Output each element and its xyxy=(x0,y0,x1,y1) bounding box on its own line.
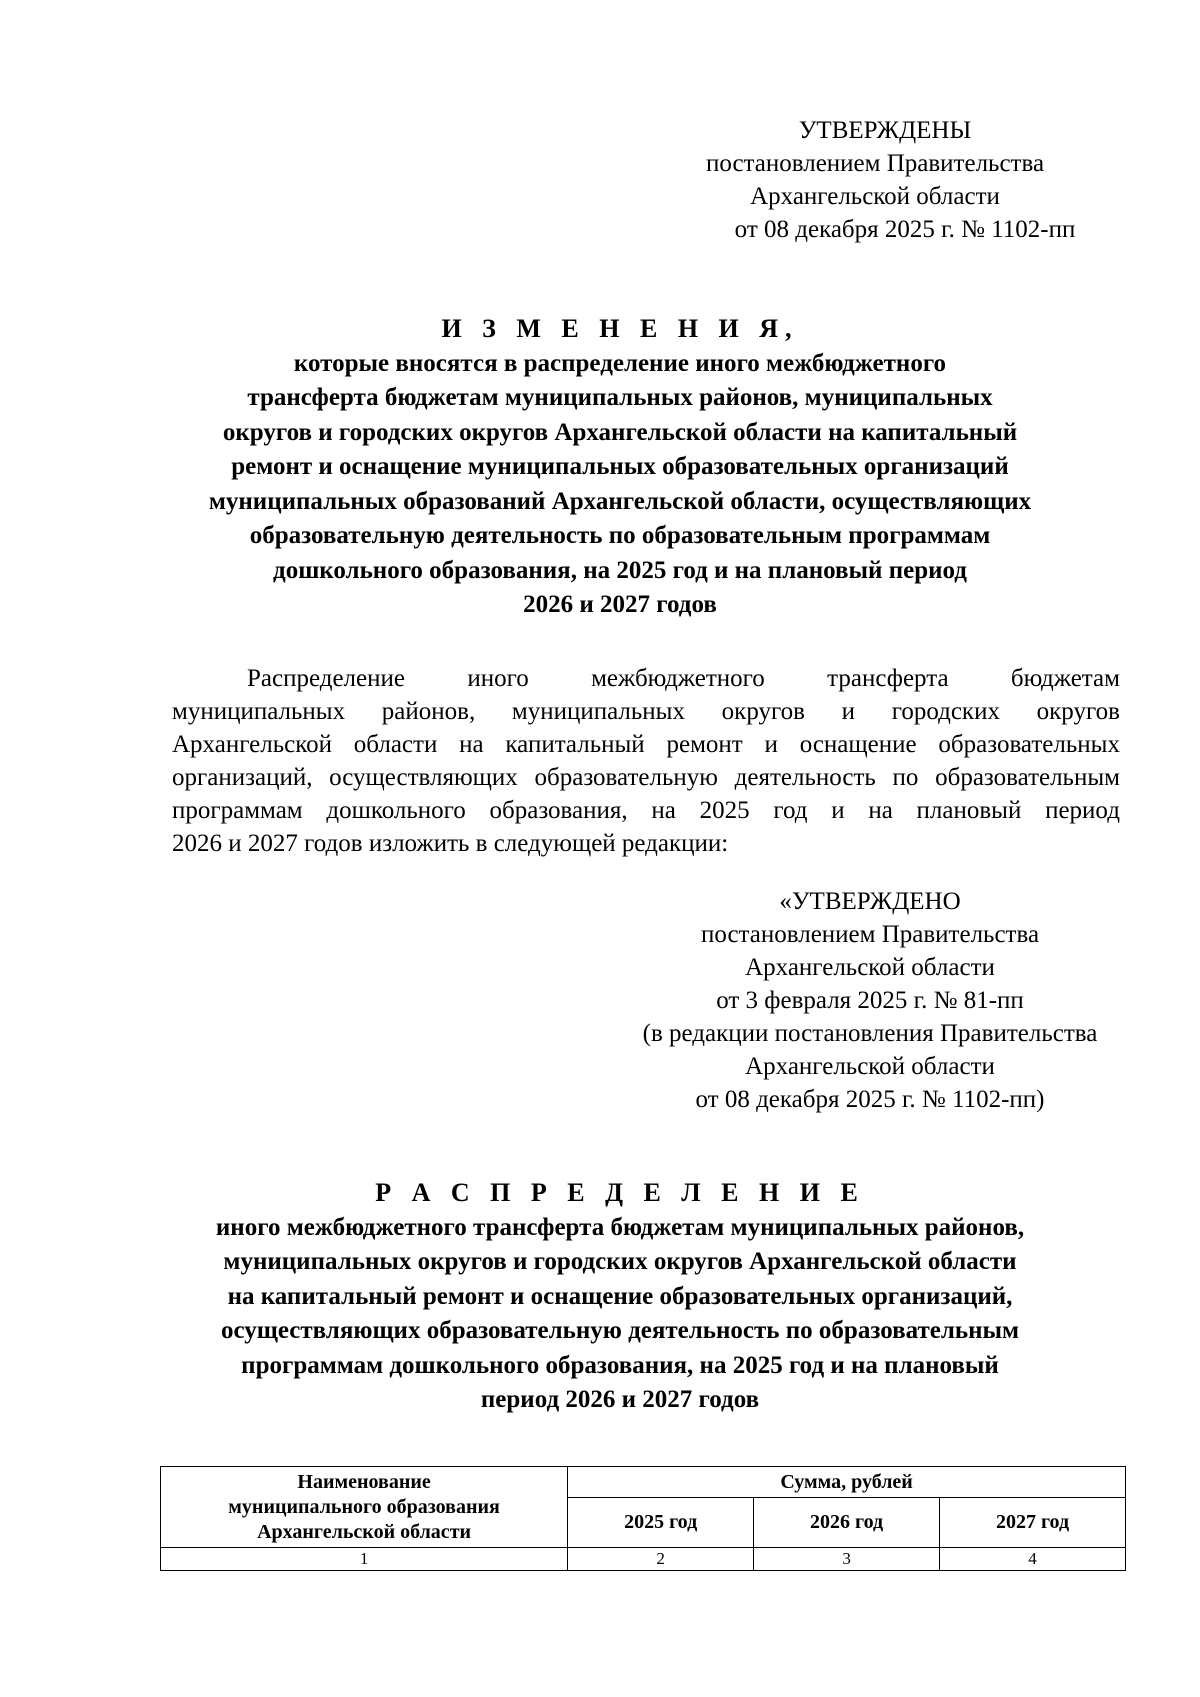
paragraph-line xyxy=(172,695,1120,728)
changes-title xyxy=(120,312,1120,623)
paragraph-word: районов, xyxy=(381,698,476,725)
paragraph-word: образовательным xyxy=(935,764,1120,791)
paragraph-word: бюджетам xyxy=(1010,665,1120,692)
paragraph-word: год xyxy=(773,797,808,824)
paragraph-word: программам xyxy=(172,797,303,824)
distribution-table xyxy=(160,1466,1126,1571)
distribution-title-line: программам дошкольного образования, на 2025 год и на плановый xyxy=(241,1351,999,1379)
paragraph-word: период xyxy=(1045,797,1120,824)
quoted-stamp-line: от 08 декабря 2025 г. № 1102-пп) xyxy=(695,1086,1045,1113)
quoted-stamp-line: постановлением Правительства xyxy=(700,921,1040,948)
paragraph-word: плановый xyxy=(916,797,1022,824)
column-number: 4 xyxy=(940,1548,1126,1571)
distribution-title xyxy=(120,1176,1120,1418)
distribution-title-line: иного межбюджетного трансферта бюджетам муниципальных районов, xyxy=(215,1213,1025,1241)
paragraph-word: и xyxy=(764,731,778,758)
changes-title-line: 2026 и 2027 годов xyxy=(523,591,717,618)
paragraph-word: организаций, xyxy=(172,764,313,791)
paragraph-word: округов xyxy=(1036,698,1120,725)
paragraph-word: Архангельской xyxy=(172,731,332,758)
paragraph-word: на xyxy=(868,797,893,824)
paragraph-word: на xyxy=(651,797,676,824)
paragraph-word: дошкольного xyxy=(326,797,466,824)
paragraph-word: деятельность xyxy=(734,764,876,791)
changes-title-line: округов и городских округов Архангельской области на капитальный xyxy=(222,418,1018,446)
header-line: Архангельской области xyxy=(257,1520,472,1543)
body-paragraph xyxy=(172,662,1120,860)
paragraph-word: Распределение xyxy=(247,665,405,692)
distribution-title-line: на капитальный ремонт и оснащение образовательных организаций, xyxy=(227,1282,1013,1310)
approval-stamp-line: от 08 декабря 2025 г. № 1102-пп xyxy=(734,216,1076,243)
paragraph-line xyxy=(172,794,1120,827)
paragraph-word: и xyxy=(841,698,856,725)
distribution-title-line: период 2026 и 2027 годов xyxy=(480,1386,760,1413)
header-line: Наименование xyxy=(297,1470,431,1493)
quoted-stamp-line: Архангельской области xyxy=(745,1053,995,1080)
changes-title-line: образовательную деятельность по образовательным программам xyxy=(249,522,991,549)
changes-title-line: дошкольного образования, на 2025 год и на плановый период xyxy=(273,556,967,584)
paragraph-line xyxy=(172,662,1120,695)
paragraph-line xyxy=(172,827,1120,860)
paragraph-word: межбюджетного xyxy=(591,665,765,692)
paragraph-word: осуществляющих xyxy=(329,764,518,791)
approval-stamp-line: УТВЕРЖДЕНЫ xyxy=(798,117,972,144)
paragraph-word: образовательных xyxy=(938,731,1120,758)
column-number: 3 xyxy=(754,1548,940,1571)
quoted-approval-stamp xyxy=(590,885,1150,1116)
paragraph-word: муниципальных xyxy=(172,698,346,725)
approval-stamp xyxy=(640,114,1110,246)
column-number: 2 xyxy=(568,1548,754,1571)
changes-title-line: трансферта бюджетам муниципальных районов, муниципальных xyxy=(247,384,993,411)
quoted-stamp-line: «УТВЕРЖДЕНО xyxy=(779,888,961,915)
paragraph-word: оснащение xyxy=(799,731,917,758)
changes-title-line: которые вносятся в распределение иного межбюджетного xyxy=(293,349,947,377)
paragraph-word: образования, xyxy=(489,797,628,824)
paragraph-word: образовательную xyxy=(534,764,718,791)
paragraph-word: муниципальных xyxy=(511,698,685,725)
quoted-stamp-line: (в редакции постановления Правительства xyxy=(642,1020,1098,1047)
paragraph-word: ремонт xyxy=(666,731,743,758)
paragraph-line xyxy=(172,728,1120,761)
paragraph-line xyxy=(172,761,1120,794)
quoted-stamp-line: Архангельской области xyxy=(745,954,995,981)
year-header-2027: 2027 год xyxy=(940,1498,1126,1548)
paragraph-word: области xyxy=(353,731,438,758)
distribution-title-line: муниципальных округов и городских округов Архангельской области xyxy=(223,1248,1017,1275)
column-number: 1 xyxy=(161,1548,568,1571)
year-header-2026: 2026 год xyxy=(754,1498,940,1548)
approval-stamp-line: Архангельской области xyxy=(750,183,1000,210)
paragraph-word: 2025 xyxy=(699,797,750,824)
changes-title-line: ремонт и оснащение муниципальных образовательных организаций xyxy=(231,453,1009,480)
quoted-stamp-line: от 3 февраля 2025 г. № 81-пп xyxy=(716,987,1024,1014)
paragraph-word: трансферта xyxy=(827,665,949,692)
paragraph-word: и xyxy=(831,797,845,824)
changes-title-line: муниципальных образований Архангельской области, осуществляющих xyxy=(208,487,1032,515)
municipality-name-header xyxy=(161,1467,568,1548)
paragraph-word: городских xyxy=(891,698,1000,725)
paragraph-word: капитальный xyxy=(505,731,645,758)
paragraph-word: 2026 и 2027 годов изложить в следующей редакции: xyxy=(172,830,729,857)
paragraph-word: иного xyxy=(467,665,529,692)
changes-heading: И З М Е Н Е Н И Я, xyxy=(441,314,799,343)
year-header-2025: 2025 год xyxy=(568,1498,754,1548)
distribution-title-line: осуществляющих образовательную деятельность по образовательным xyxy=(220,1317,1020,1344)
header-line: муниципального образования xyxy=(228,1495,500,1518)
distribution-heading: Р А С П Р Е Д Е Л Е Н И Е xyxy=(375,1178,865,1207)
sum-header: Сумма, рублей xyxy=(568,1467,1126,1498)
approval-stamp-line: постановлением Правительства xyxy=(705,150,1045,177)
paragraph-word: на xyxy=(459,731,484,758)
paragraph-word: округов xyxy=(721,698,805,725)
paragraph-word: по xyxy=(892,764,919,791)
